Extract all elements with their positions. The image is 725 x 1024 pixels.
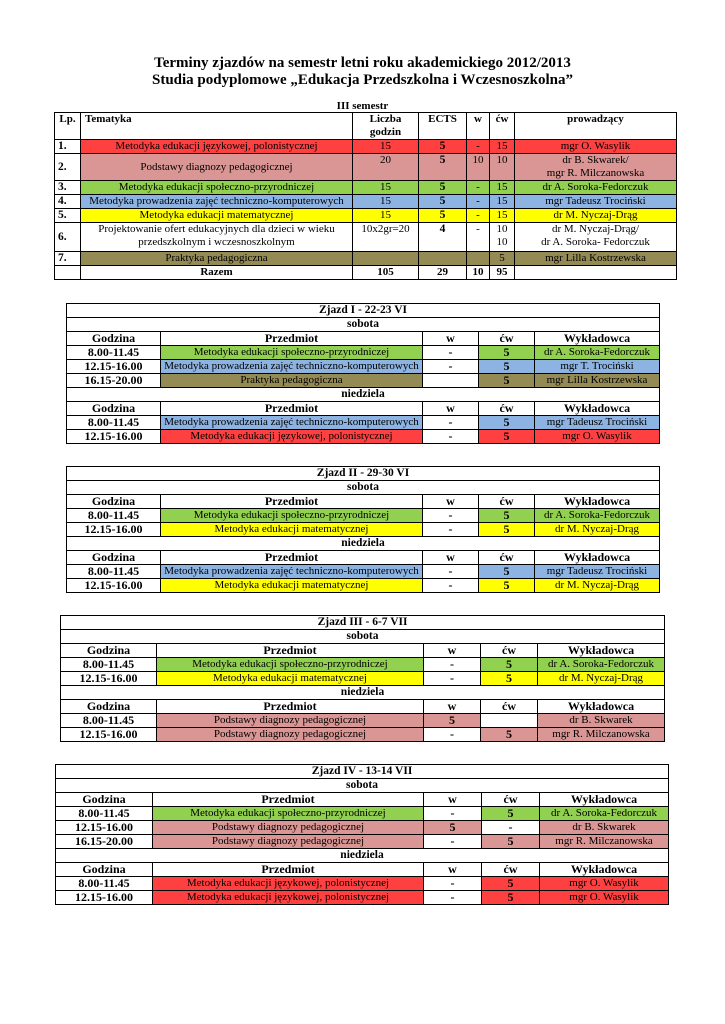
w-cell: - bbox=[423, 523, 479, 537]
col-header-wykladowca: Wykładowca bbox=[538, 644, 665, 658]
col-header-przedmiot: Przedmiot bbox=[153, 793, 424, 807]
col-header-przedmiot: Przedmiot bbox=[161, 551, 423, 565]
col-header-ects: ECTS bbox=[419, 113, 467, 140]
day-row bbox=[56, 849, 669, 863]
subject-cell: Metodyka edukacji matematycznej bbox=[161, 523, 423, 537]
subject-cell: Metodyka edukacji społeczno-przyrodniczej bbox=[161, 509, 423, 523]
cw-cell: 10 bbox=[490, 154, 515, 181]
total-ects: 29 bbox=[419, 266, 467, 280]
cw-cell: 15 bbox=[490, 181, 515, 195]
w-cell: - bbox=[424, 658, 481, 672]
col-header-godzina: Godzina bbox=[56, 863, 153, 877]
hours-cell bbox=[353, 252, 419, 266]
col-header-cw: ćw bbox=[482, 863, 540, 877]
table-row bbox=[55, 252, 677, 266]
semester-caption: III semestr bbox=[336, 100, 389, 112]
col-header-prowadzacy: prowadzący bbox=[515, 113, 677, 140]
column-header-row bbox=[67, 332, 660, 346]
teacher-cell: dr B. Skwarek/ mgr R. Milczanowska bbox=[515, 154, 677, 181]
total-cw: 95 bbox=[490, 266, 515, 280]
col-header-wykladowca: Wykładowca bbox=[538, 700, 665, 714]
zjazd-table bbox=[66, 303, 660, 444]
cw-cell: 5 bbox=[481, 658, 538, 672]
table-cell bbox=[515, 266, 677, 280]
zjazd-table bbox=[60, 615, 665, 742]
ects-cell bbox=[419, 252, 467, 266]
subject-cell: Metodyka edukacji językowej, polonistycznej bbox=[153, 891, 424, 905]
day-label: sobota bbox=[67, 481, 660, 495]
col-header-wykladowca: Wykładowca bbox=[540, 863, 669, 877]
total-label: Razem bbox=[81, 266, 353, 280]
table-row bbox=[56, 877, 669, 891]
col-header-godzina: Godzina bbox=[61, 700, 157, 714]
teacher-cell: mgr Tadeusz Trociński bbox=[515, 195, 677, 209]
cw-cell: 5 bbox=[482, 807, 540, 821]
day-row bbox=[67, 537, 660, 551]
col-header-cw: ćw bbox=[479, 551, 535, 565]
col-header-przedmiot: Przedmiot bbox=[157, 700, 424, 714]
cw-cell: 5 bbox=[479, 579, 535, 593]
lp-cell: 5. bbox=[55, 209, 81, 223]
subject-cell: Podstawy diagnozy pedagogicznej bbox=[153, 835, 424, 849]
col-header-cw: ćw bbox=[482, 793, 540, 807]
time-cell: 12.15-16.00 bbox=[67, 579, 161, 593]
table-row bbox=[56, 821, 669, 835]
w-cell: - bbox=[424, 728, 481, 742]
col-header-cw: ćw bbox=[481, 644, 538, 658]
cw-cell: 5 bbox=[479, 416, 535, 430]
teacher-cell: mgr O. Wasylik bbox=[540, 877, 669, 891]
col-header-w: w bbox=[423, 332, 479, 346]
table-row bbox=[67, 523, 660, 537]
w-cell: 5 bbox=[424, 821, 482, 835]
day-row bbox=[61, 630, 665, 644]
col-header-godzina: Godzina bbox=[56, 793, 153, 807]
total-w: 10 bbox=[467, 266, 490, 280]
zjazd-title-row bbox=[67, 467, 660, 481]
zjazd-table bbox=[66, 466, 660, 593]
day-label: niedziela bbox=[67, 537, 660, 551]
teacher-cell: dr M. Nyczaj-Drąg bbox=[538, 672, 665, 686]
topic-cell: Podstawy diagnozy pedagogicznej bbox=[81, 154, 353, 181]
subject-cell: Metodyka prowadzenia zajęć techniczno-komputerowych bbox=[161, 360, 423, 374]
ects-cell: 4 bbox=[419, 223, 467, 252]
zjazd-title-row bbox=[67, 304, 660, 318]
w-cell: - bbox=[424, 891, 482, 905]
cw-cell: 10 10 bbox=[490, 223, 515, 252]
cw-cell: 5 bbox=[479, 346, 535, 360]
cw-cell: - bbox=[482, 821, 540, 835]
col-header-wykladowca: Wykładowca bbox=[535, 551, 660, 565]
table-row bbox=[55, 140, 677, 154]
time-cell: 8.00-11.45 bbox=[56, 807, 153, 821]
subject-cell: Metodyka prowadzenia zajęć techniczno-komputerowych bbox=[161, 565, 423, 579]
cw-cell: 15 bbox=[490, 195, 515, 209]
subject-cell: Metodyka edukacji społeczno-przyrodniczej bbox=[161, 346, 423, 360]
w-cell: - bbox=[423, 360, 479, 374]
time-cell: 12.15-16.00 bbox=[61, 728, 157, 742]
teacher-cell: dr M. Nyczaj-Drąg bbox=[535, 579, 660, 593]
time-cell: 12.15-16.00 bbox=[67, 430, 161, 444]
col-header-wykladowca: Wykładowca bbox=[535, 332, 660, 346]
lp-cell: 3. bbox=[55, 181, 81, 195]
col-header-cw: ćw bbox=[479, 332, 535, 346]
table-row bbox=[67, 360, 660, 374]
table-row bbox=[67, 346, 660, 360]
day-row bbox=[67, 318, 660, 332]
col-header-w: w bbox=[467, 113, 490, 140]
w-cell: - bbox=[423, 416, 479, 430]
teacher-cell: dr A. Soroka-Fedorczuk bbox=[515, 181, 677, 195]
zjazd-table bbox=[55, 764, 669, 905]
subject-cell: Podstawy diagnozy pedagogicznej bbox=[153, 821, 424, 835]
day-label: sobota bbox=[56, 779, 669, 793]
hours-cell: 20 bbox=[353, 154, 419, 181]
cw-cell: 5 bbox=[481, 728, 538, 742]
w-cell bbox=[423, 374, 479, 388]
col-header-przedmiot: Przedmiot bbox=[161, 332, 423, 346]
subject-cell: Podstawy diagnozy pedagogicznej bbox=[157, 714, 424, 728]
lp-cell: 1. bbox=[55, 140, 81, 154]
table-row bbox=[67, 509, 660, 523]
cw-cell: 5 bbox=[479, 565, 535, 579]
col-header-w: w bbox=[423, 551, 479, 565]
col-header-w: w bbox=[423, 495, 479, 509]
hours-cell: 15 bbox=[353, 195, 419, 209]
hours-cell: 15 bbox=[353, 209, 419, 223]
topic-cell: Metodyka edukacji językowej, polonistycznej bbox=[81, 140, 353, 154]
time-cell: 8.00-11.45 bbox=[67, 346, 161, 360]
teacher-cell: mgr O. Wasylik bbox=[540, 891, 669, 905]
day-label: niedziela bbox=[67, 388, 660, 402]
time-cell: 12.15-16.00 bbox=[56, 891, 153, 905]
cw-cell: 5 bbox=[482, 891, 540, 905]
ects-cell: 5 bbox=[419, 209, 467, 223]
day-row bbox=[67, 481, 660, 495]
subject-cell: Praktyka pedagogiczna bbox=[161, 374, 423, 388]
w-cell: - bbox=[423, 430, 479, 444]
ects-cell: 5 bbox=[419, 140, 467, 154]
w-cell: - bbox=[467, 181, 490, 195]
teacher-cell: dr M. Nyczaj-Drąg bbox=[535, 523, 660, 537]
cw-cell: 5 bbox=[479, 509, 535, 523]
total-hours: 105 bbox=[353, 266, 419, 280]
ects-cell: 5 bbox=[419, 181, 467, 195]
table-row bbox=[61, 658, 665, 672]
col-header-godzina: Godzina bbox=[67, 402, 161, 416]
cw-cell: 5 bbox=[481, 672, 538, 686]
w-cell: - bbox=[424, 877, 482, 891]
day-label: sobota bbox=[67, 318, 660, 332]
teacher-cell: mgr O. Wasylik bbox=[535, 430, 660, 444]
day-label: sobota bbox=[61, 630, 665, 644]
col-header-w: w bbox=[423, 402, 479, 416]
cw-cell: 5 bbox=[490, 252, 515, 266]
cw-cell: 5 bbox=[479, 374, 535, 388]
col-header-godzina: Godzina bbox=[61, 644, 157, 658]
table-row bbox=[56, 807, 669, 821]
lp-cell: 4. bbox=[55, 195, 81, 209]
w-cell: - bbox=[423, 565, 479, 579]
table-row bbox=[67, 374, 660, 388]
cw-cell: 5 bbox=[479, 360, 535, 374]
w-cell: 5 bbox=[424, 714, 481, 728]
teacher-cell: dr B. Skwarek bbox=[538, 714, 665, 728]
column-header-row bbox=[56, 793, 669, 807]
hours-cell: 15 bbox=[353, 181, 419, 195]
w-cell: - bbox=[467, 223, 490, 252]
teacher-cell: dr M. Nyczaj-Drąg/ dr A. Soroka- Fedorczuk bbox=[515, 223, 677, 252]
column-header-row bbox=[61, 700, 665, 714]
teacher-cell: mgr Tadeusz Trociński bbox=[535, 565, 660, 579]
cw-cell: 15 bbox=[490, 140, 515, 154]
w-cell: 10 bbox=[467, 154, 490, 181]
subject-cell: Metodyka edukacji językowej, polonistycznej bbox=[153, 877, 424, 891]
page-subtitle: Studia podyplomowe „Edukacja Przedszkolna i Wczesnoszkolna” bbox=[151, 72, 574, 88]
cw-cell: 5 bbox=[479, 523, 535, 537]
table-row bbox=[55, 154, 677, 181]
time-cell: 8.00-11.45 bbox=[61, 714, 157, 728]
time-cell: 12.15-16.00 bbox=[67, 523, 161, 537]
subject-cell: Metodyka prowadzenia zajęć techniczno-komputerowych bbox=[161, 416, 423, 430]
teacher-cell: dr A. Soroka-Fedorczuk bbox=[535, 509, 660, 523]
col-header-przedmiot: Przedmiot bbox=[153, 863, 424, 877]
time-cell: 12.15-16.00 bbox=[56, 821, 153, 835]
w-cell: - bbox=[423, 579, 479, 593]
subject-cell: Podstawy diagnozy pedagogicznej bbox=[157, 728, 424, 742]
col-header-godzina: Godzina bbox=[67, 551, 161, 565]
time-cell: 16.15-20.00 bbox=[56, 835, 153, 849]
time-cell: 8.00-11.45 bbox=[67, 509, 161, 523]
day-label: niedziela bbox=[61, 686, 665, 700]
table-cell bbox=[55, 266, 81, 280]
col-header-cw: ćw bbox=[479, 402, 535, 416]
teacher-cell: dr A. Soroka-Fedorczuk bbox=[535, 346, 660, 360]
table-row bbox=[56, 835, 669, 849]
ects-cell: 5 bbox=[419, 154, 467, 181]
table-row bbox=[55, 181, 677, 195]
page-title: Terminy zjazdów na semestr letni roku akademickiego 2012/2013 bbox=[154, 55, 571, 71]
teacher-cell: mgr Lilla Kostrzewska bbox=[535, 374, 660, 388]
zjazd-title-row bbox=[61, 616, 665, 630]
w-cell: - bbox=[423, 346, 479, 360]
col-header-w: w bbox=[424, 644, 481, 658]
day-row bbox=[56, 779, 669, 793]
topic-cell: Projektowanie ofert edukacyjnych dla dzieci w wieku przedszkolnym i wczesnoszkolnym bbox=[81, 223, 353, 252]
w-cell: - bbox=[424, 835, 482, 849]
col-header-cw: ćw bbox=[481, 700, 538, 714]
column-header-row bbox=[56, 863, 669, 877]
time-cell: 8.00-11.45 bbox=[56, 877, 153, 891]
time-cell: 12.15-16.00 bbox=[61, 672, 157, 686]
subject-cell: Metodyka edukacji społeczno-przyrodniczej bbox=[157, 658, 424, 672]
col-header-cw: ćw bbox=[490, 113, 515, 140]
lp-cell: 2. bbox=[55, 154, 81, 181]
time-cell: 8.00-11.45 bbox=[67, 565, 161, 579]
day-label: niedziela bbox=[56, 849, 669, 863]
subject-cell: Metodyka edukacji językowej, polonistycznej bbox=[161, 430, 423, 444]
cw-cell: 5 bbox=[482, 835, 540, 849]
table-row bbox=[55, 209, 677, 223]
table-row bbox=[67, 579, 660, 593]
table-row bbox=[55, 195, 677, 209]
time-cell: 8.00-11.45 bbox=[61, 658, 157, 672]
time-cell: 16.15-20.00 bbox=[67, 374, 161, 388]
lp-cell: 7. bbox=[55, 252, 81, 266]
w-cell: - bbox=[467, 140, 490, 154]
teacher-cell: mgr Tadeusz Trociński bbox=[535, 416, 660, 430]
col-header-wykladowca: Wykładowca bbox=[540, 793, 669, 807]
cw-cell bbox=[481, 714, 538, 728]
col-header-godzina: Godzina bbox=[67, 332, 161, 346]
zjazd-title: Zjazd I - 22-23 VI bbox=[67, 304, 660, 318]
col-header-przedmiot: Przedmiot bbox=[161, 495, 423, 509]
table-row bbox=[61, 714, 665, 728]
subject-cell: Metodyka edukacji matematycznej bbox=[161, 579, 423, 593]
teacher-cell: dr A. Soroka-Fedorczuk bbox=[538, 658, 665, 672]
day-row bbox=[61, 686, 665, 700]
col-header-przedmiot: Przedmiot bbox=[157, 644, 424, 658]
hours-cell: 15 bbox=[353, 140, 419, 154]
zjazd-title: Zjazd III - 6-7 VII bbox=[61, 616, 665, 630]
zjazd-title-row bbox=[56, 765, 669, 779]
zjazd-title: Zjazd IV - 13-14 VII bbox=[56, 765, 669, 779]
col-header-w: w bbox=[424, 863, 482, 877]
teacher-cell: dr M. Nyczaj-Drąg bbox=[515, 209, 677, 223]
ects-cell: 5 bbox=[419, 195, 467, 209]
hours-cell: 10x2gr=20 bbox=[353, 223, 419, 252]
col-header-lp: Lp. bbox=[55, 113, 81, 140]
column-header-row bbox=[67, 402, 660, 416]
col-header-tematyka: Tematyka bbox=[81, 113, 353, 140]
topic-cell: Metodyka prowadzenia zajęć techniczno-komputerowych bbox=[81, 195, 353, 209]
w-cell: - bbox=[467, 195, 490, 209]
table-row bbox=[56, 891, 669, 905]
column-header-row bbox=[67, 495, 660, 509]
cw-cell: 5 bbox=[479, 430, 535, 444]
teacher-cell: mgr Lilla Kostrzewska bbox=[515, 252, 677, 266]
w-cell bbox=[467, 252, 490, 266]
teacher-cell: mgr R. Milczanowska bbox=[540, 835, 669, 849]
col-header-przedmiot: Przedmiot bbox=[161, 402, 423, 416]
lp-cell: 6. bbox=[55, 223, 81, 252]
col-header-liczba-godzin: Liczba godzin bbox=[353, 113, 419, 140]
subject-cell: Metodyka edukacji społeczno-przyrodniczej bbox=[153, 807, 424, 821]
teacher-cell: dr A. Soroka-Fedorczuk bbox=[540, 807, 669, 821]
teacher-cell: mgr R. Milczanowska bbox=[538, 728, 665, 742]
column-header-row bbox=[67, 551, 660, 565]
col-header-w: w bbox=[424, 700, 481, 714]
summary-header-row bbox=[55, 113, 677, 140]
table-row bbox=[67, 430, 660, 444]
time-cell: 12.15-16.00 bbox=[67, 360, 161, 374]
column-header-row bbox=[61, 644, 665, 658]
w-cell: - bbox=[467, 209, 490, 223]
w-cell: - bbox=[423, 509, 479, 523]
topic-cell: Praktyka pedagogiczna bbox=[81, 252, 353, 266]
teacher-cell: mgr O. Wasylik bbox=[515, 140, 677, 154]
col-header-w: w bbox=[424, 793, 482, 807]
teacher-cell: mgr T. Trociński bbox=[535, 360, 660, 374]
col-header-godzina: Godzina bbox=[67, 495, 161, 509]
summary-table bbox=[54, 112, 677, 280]
topic-cell: Metodyka edukacji matematycznej bbox=[81, 209, 353, 223]
time-cell: 8.00-11.45 bbox=[67, 416, 161, 430]
w-cell: - bbox=[424, 807, 482, 821]
cw-cell: 5 bbox=[482, 877, 540, 891]
table-row bbox=[67, 416, 660, 430]
col-header-wykladowca: Wykładowca bbox=[535, 402, 660, 416]
table-row bbox=[61, 672, 665, 686]
cw-cell: 15 bbox=[490, 209, 515, 223]
zjazd-title: Zjazd II - 29-30 VI bbox=[67, 467, 660, 481]
teacher-cell: dr B. Skwarek bbox=[540, 821, 669, 835]
day-row bbox=[67, 388, 660, 402]
col-header-cw: ćw bbox=[479, 495, 535, 509]
topic-cell: Metodyka edukacji społeczno-przyrodniczej bbox=[81, 181, 353, 195]
col-header-wykladowca: Wykładowca bbox=[535, 495, 660, 509]
table-row bbox=[61, 728, 665, 742]
w-cell: - bbox=[424, 672, 481, 686]
summary-total-row bbox=[55, 266, 677, 280]
table-row bbox=[55, 223, 677, 252]
subject-cell: Metodyka edukacji matematycznej bbox=[157, 672, 424, 686]
table-row bbox=[67, 565, 660, 579]
